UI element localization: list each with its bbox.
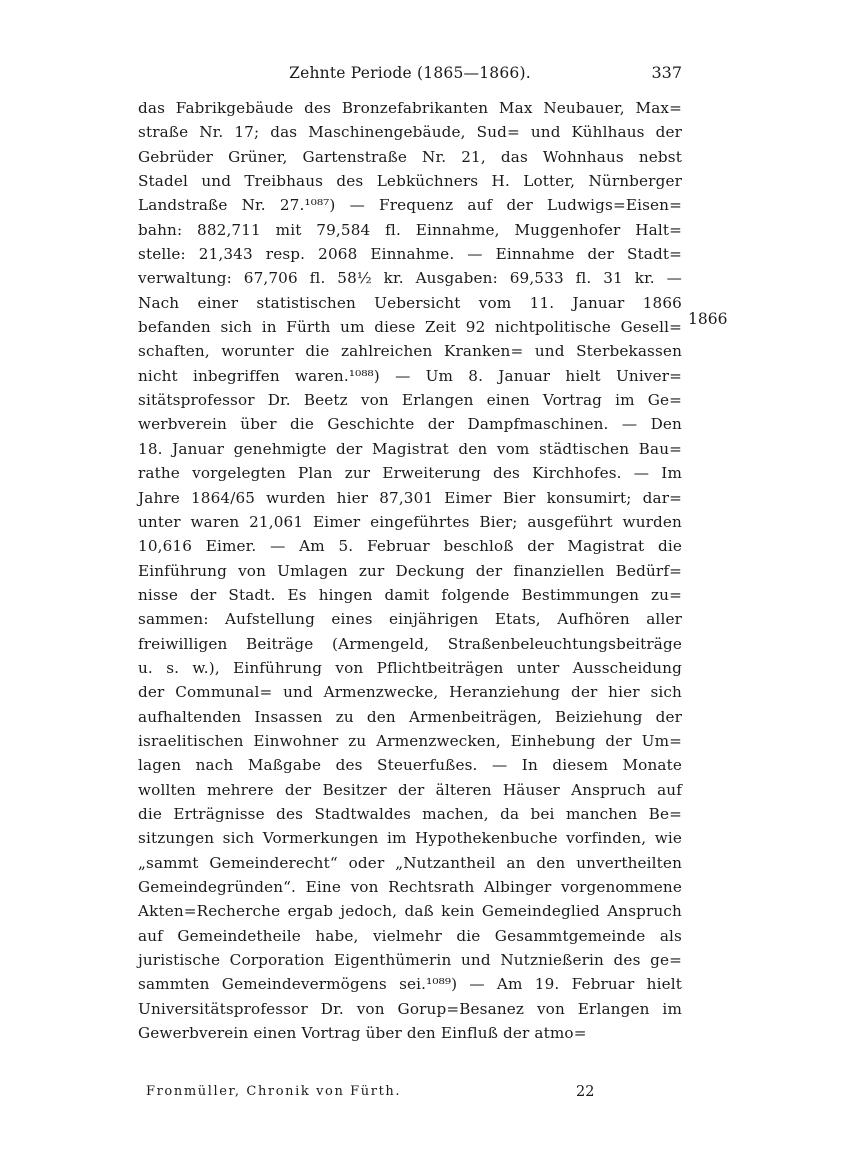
text-line: „sammt Gemeinderecht“ oder „Nutzantheil an den unvertheilten xyxy=(138,853,682,872)
text-line: lagen nach Maßgabe des Steuerfußes. — In diesem Monate xyxy=(138,756,682,775)
text-line: 10,616 Eimer. — Am 5. Februar beschloß der Magistrat die xyxy=(138,537,682,556)
text-line: straße Nr. 17; das Maschinengebäude, Sud= und Kühlhaus der xyxy=(138,123,682,142)
text-line: rathe vorgelegten Plan zur Erweiterung des Kirchhofes. — Im xyxy=(138,464,682,483)
text-line: sammen: Aufstellung eines einjährigen Etats, Aufhören aller xyxy=(138,610,682,629)
text-line: juristische Corporation Eigenthümerin und Nutznießerin des ge= xyxy=(138,951,682,970)
text-line: Landstraße Nr. 27.¹⁰⁸⁷) — Frequenz auf der Ludwigs=Eisen= xyxy=(138,196,682,215)
page-number: 337 xyxy=(651,63,682,82)
running-title: Zehnte Periode (1865—1866). xyxy=(289,64,531,82)
text-line: Nach einer statistischen Uebersicht vom 11. Januar 1866 xyxy=(138,293,682,312)
text-line: bahn: 882,711 mit 79,584 fl. Einnahme, Muggenhofer Halt= xyxy=(138,220,682,239)
text-line: sitzungen sich Vormerkungen im Hypothekenbuche vorfinden, wie xyxy=(138,829,682,848)
text-line: u. s. w.), Einführung von Pflichtbeiträgen unter Ausscheidung xyxy=(138,658,682,677)
text-line: sitätsprofessor Dr. Beetz von Erlangen einen Vortrag im Ge= xyxy=(138,391,682,410)
text-line: Gebrüder Grüner, Gartenstraße Nr. 21, das Wohnhaus nebst xyxy=(138,147,682,166)
text-line: stelle: 21,343 resp. 2068 Einnahme. — Einnahme der Stadt= xyxy=(138,245,682,264)
text-line: Akten=Recherche ergab jedoch, daß kein Gemeindeglied Anspruch xyxy=(138,902,682,921)
text-line: werbverein über die Geschichte der Dampfmaschinen. — Den xyxy=(138,415,682,434)
text-line: israelitischen Einwohner zu Armenzwecken, Einhebung der Um= xyxy=(138,731,682,750)
text-line: Universitätsprofessor Dr. von Gorup=Besanez von Erlangen im xyxy=(138,999,682,1018)
text-line: Stadel und Treibhaus des Lebküchners H. Lotter, Nürnberger xyxy=(138,172,682,191)
text-line: Einführung von Umlagen zur Deckung der finanziellen Bedürf= xyxy=(138,561,682,580)
text-line: freiwilligen Beiträge (Armengeld, Straßenbeleuchtungsbeiträge xyxy=(138,634,682,653)
signature-mark: Fronmüller, Chronik von Fürth. xyxy=(146,1084,402,1099)
running-head xyxy=(138,60,682,86)
text-line: wollten mehrere der Besitzer der älteren Häuser Anspruch auf xyxy=(138,780,682,799)
text-line: der Communal= und Armenzwecke, Heranziehung der hier sich xyxy=(138,683,682,702)
text-line: schaften, worunter die zahlreichen Kranken= und Sterbekassen xyxy=(138,342,682,361)
text-line: aufhaltenden Insassen zu den Armenbeiträgen, Beiziehung der xyxy=(138,707,682,726)
text-line: unter waren 21,061 Eimer eingeführtes Bier; ausgeführt wurden xyxy=(138,512,682,531)
sheet-number: 22 xyxy=(576,1084,595,1100)
text-line: auf Gemeindetheile habe, vielmehr die Gesammtgemeinde als xyxy=(138,926,682,945)
text-line: die Erträgnisse des Stadtwaldes machen, da bei manchen Be= xyxy=(138,804,682,823)
text-line: nisse der Stadt. Es hingen damit folgende Bestimmungen zu= xyxy=(138,585,682,604)
text-line: Jahre 1864/65 wurden hier 87,301 Eimer Bier konsumirt; dar= xyxy=(138,488,682,507)
text-line: nicht inbegriffen waren.¹⁰⁸⁸) — Um 8. Januar hielt Univer= xyxy=(138,366,682,385)
text-line: verwaltung: 67,706 fl. 58½ kr. Ausgaben: 69,533 fl. 31 kr. — xyxy=(138,269,682,288)
text-line: Gemeindegründen“. Eine von Rechtsrath Albinger vorgenommene xyxy=(138,878,682,896)
text-line: Gewerbverein einen Vortrag über den Einfluß der atmo= xyxy=(138,1024,587,1043)
text-line: das Fabrikgebäude des Bronzefabrikanten Max Neubauer, Max= xyxy=(138,99,682,117)
page-footer xyxy=(138,1081,682,1103)
text-line: befanden sich in Fürth um diese Zeit 92 nichtpolitische Gesell= xyxy=(138,318,682,337)
margin-year: 1866 xyxy=(688,310,728,328)
text-line: sammten Gemeindevermögens sei.¹⁰⁸⁹) — Am 19. Februar hielt xyxy=(138,975,682,994)
body-text xyxy=(138,96,682,1045)
text-line: 18. Januar genehmigte der Magistrat den vom städtischen Bau= xyxy=(138,439,682,458)
